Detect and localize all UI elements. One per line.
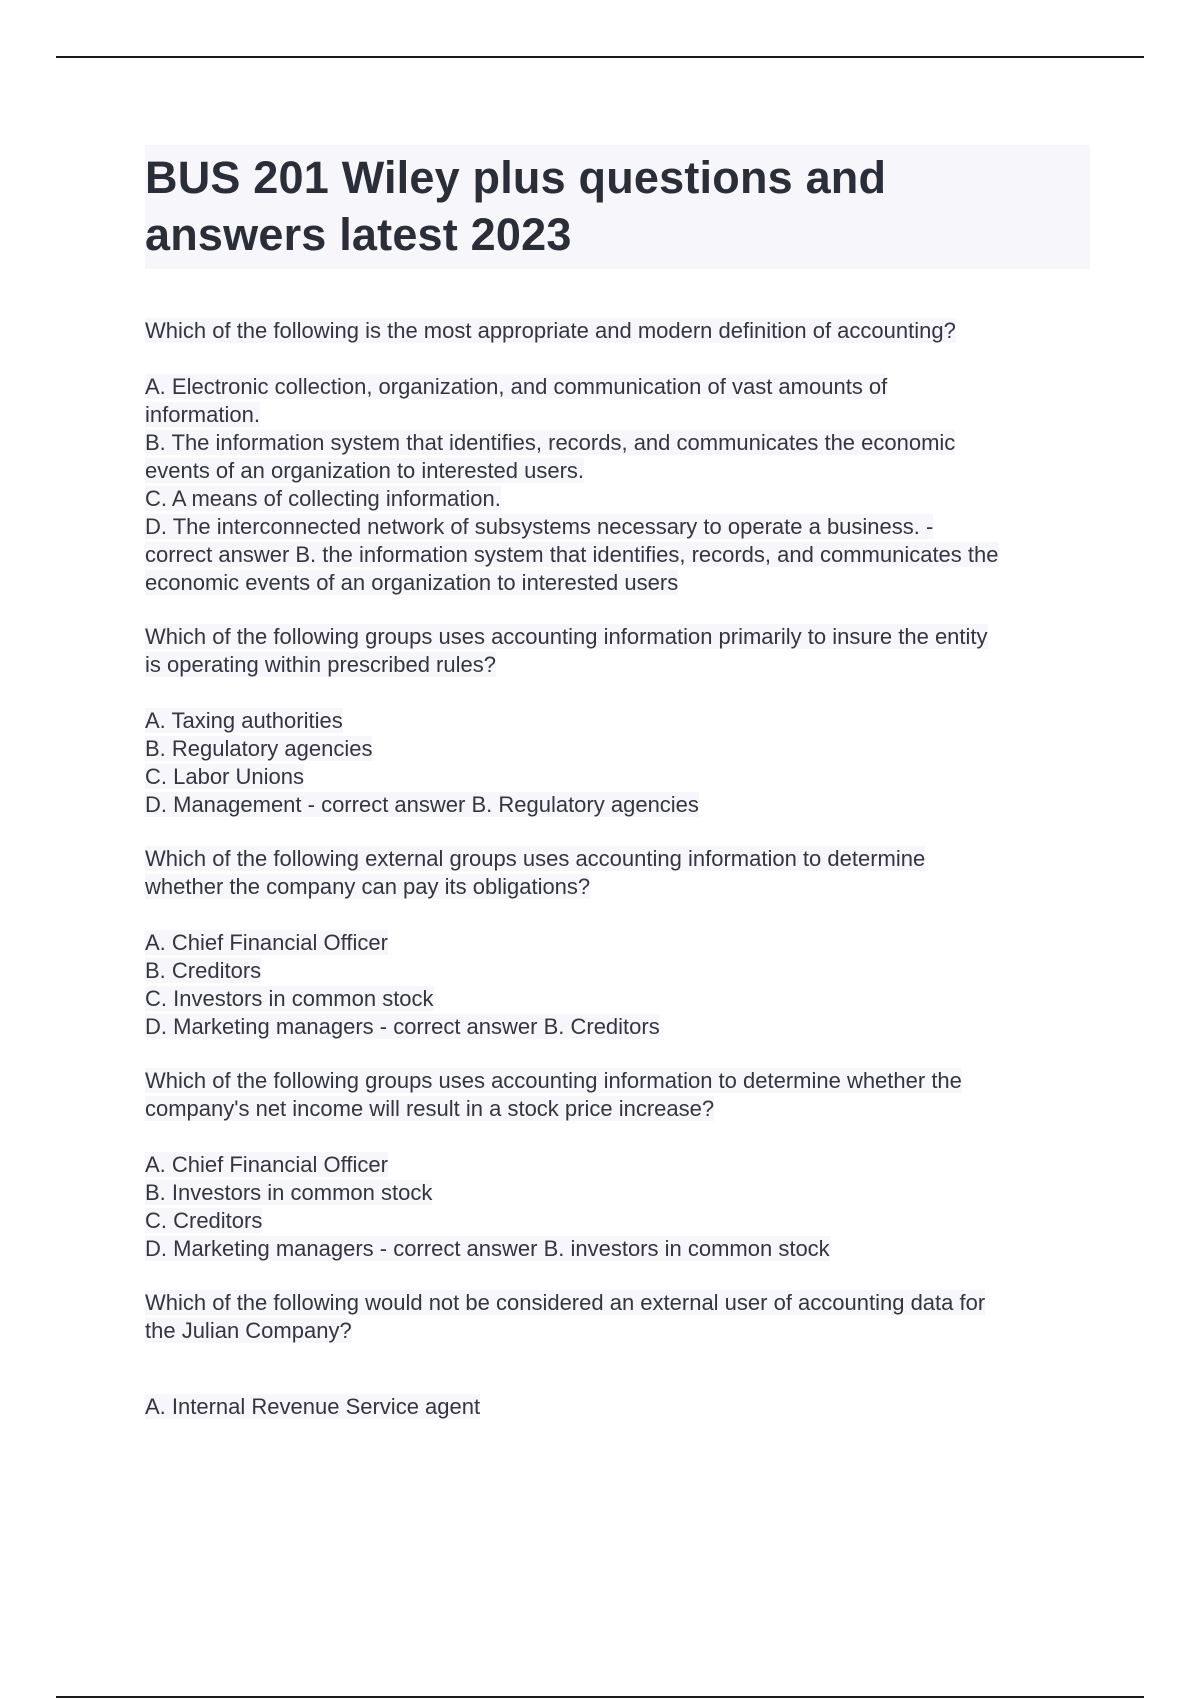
title-line-1: BUS 201 Wiley plus questions and — [145, 152, 887, 203]
answer-line: D. Marketing managers - correct answer B. Creditors — [145, 1014, 660, 1039]
answer-block-5 — [145, 1393, 1090, 1421]
answer-line: A. Internal Revenue Service agent — [145, 1394, 481, 1419]
question-block-5 — [145, 1289, 1090, 1421]
answer-line: A. Chief Financial Officer — [145, 1152, 388, 1177]
answer-line: B. Creditors — [145, 958, 262, 983]
question-4-line: company's net income will result in a stock price increase? — [145, 1096, 715, 1121]
top-rule — [56, 56, 1144, 58]
answer-line: C. Labor Unions — [145, 764, 304, 789]
question-3-line: whether the company can pay its obligations? — [145, 874, 591, 899]
question-2-line: Which of the following groups uses accounting information primarily to insure the entity — [145, 624, 988, 649]
answer-line: D. Management - correct answer B. Regulatory agencies — [145, 792, 699, 817]
answer-line: events of an organization to interested users. — [145, 458, 585, 483]
question-1-text: Which of the following is the most appropriate and modern definition of accounting? — [145, 318, 956, 343]
question-block-3 — [145, 845, 1090, 1041]
answer-line: economic events of an organization to interested users — [145, 570, 679, 595]
answer-line: A. Electronic collection, organization, and communication of vast amounts of — [145, 374, 888, 399]
answer-block-1 — [145, 373, 1090, 597]
answer-line: B. Regulatory agencies — [145, 736, 373, 761]
answer-line: A. Chief Financial Officer — [145, 930, 388, 955]
question-4-line: Which of the following groups uses accounting information to determine whether the — [145, 1068, 962, 1093]
question-block-2 — [145, 623, 1090, 819]
document-body — [145, 145, 1090, 1447]
answer-block-3 — [145, 929, 1090, 1041]
title-line-2: answers latest 2023 — [145, 209, 572, 260]
question-5-line: the Julian Company? — [145, 1318, 352, 1343]
answer-line: B. Investors in common stock — [145, 1180, 433, 1205]
answer-line: D. The interconnected network of subsystems necessary to operate a business. - — [145, 514, 934, 539]
answer-line: correct answer B. the information system that identifies, records, and communicates the — [145, 542, 999, 567]
answer-line: C. Creditors — [145, 1208, 263, 1233]
answer-line: C. Investors in common stock — [145, 986, 434, 1011]
question-block-1 — [145, 317, 1090, 597]
answer-line: information. — [145, 402, 260, 427]
answer-block-4 — [145, 1151, 1090, 1263]
question-5-line: Which of the following would not be considered an external user of accounting data for — [145, 1290, 986, 1315]
question-block-4 — [145, 1067, 1090, 1263]
question-2-line: is operating within prescribed rules? — [145, 652, 496, 677]
answer-line: A. Taxing authorities — [145, 708, 343, 733]
document-title — [145, 149, 1090, 263]
bottom-rule — [56, 1696, 1144, 1698]
title-block — [145, 145, 1090, 269]
question-3-line: Which of the following external groups uses accounting information to determine — [145, 846, 926, 871]
answer-block-2 — [145, 707, 1090, 819]
answer-line: C. A means of collecting information. — [145, 486, 501, 511]
answer-line: B. The information system that identifies, records, and communicates the economic — [145, 430, 956, 455]
answer-line: D. Marketing managers - correct answer B. investors in common stock — [145, 1236, 830, 1261]
